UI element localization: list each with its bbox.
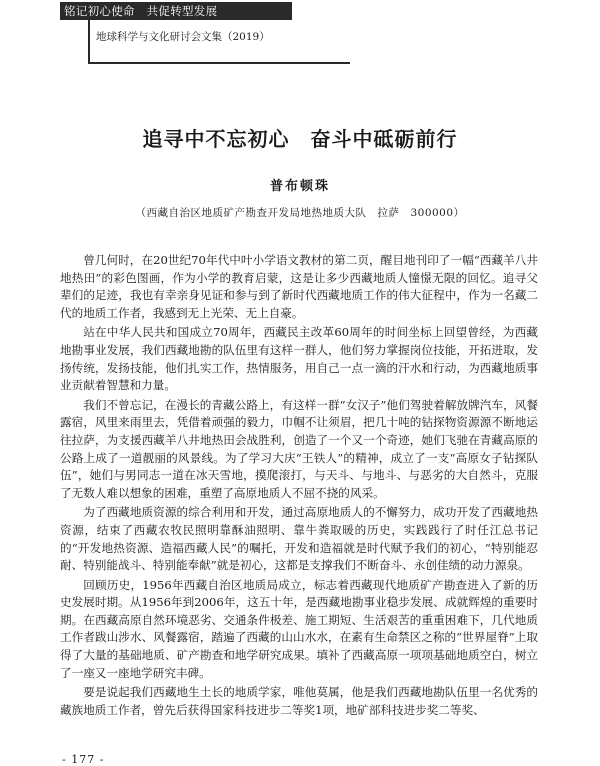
author-affiliation: （西藏自治区地质矿产勘查开发局地热地质大队 拉萨 300000） [135, 207, 465, 219]
paragraph: 为了西藏地质资源的综合利用和开发，通过高原地质人的不懈努力，成功开发了西藏地热资源，结束了西藏农牧民照明靠酥油照明、靠牛粪取暖的历史，实践践行了时任江总书记的“开发地热资源、造福西藏人民”的嘱托，开发和造福就是时代赋予我们的初心，“特别能忍耐、特别能战斗、特别能奉献”就是初心，这都是支撑我们不断奋斗、永创佳绩的动力源泉。 [60, 505, 538, 573]
article-body [60, 252, 538, 721]
article-author: 普布顿珠 [269, 179, 330, 194]
collection-title: 地球科学与文化研讨会文集（2019） [96, 31, 270, 43]
header-divider-horizontal [88, 62, 350, 64]
article-title: 追寻中不忘初心 奋斗中砥砺前行 [142, 127, 458, 151]
page-number: - 177 - [62, 753, 105, 766]
paragraph: 曾几何时，在20世纪70年代中叶小学语文教材的第二页，醒目地刊印了一幅“西藏羊八井地热田”的彩色图画，作为小学的教育启蒙，这是让多少西藏地质人憧憬无限的回忆。追寻父辈们的足迹，我也有幸亲身见证和参与到了新时代西藏地质工作的伟大征程中，作为一名藏二代的地质工作者，我感到无上光荣、无上自豪。 [60, 253, 538, 320]
paragraph: 我们不曾忘记，在漫长的青藏公路上，有这样一群“女汉子”他们驾驶着解放牌汽车，风餐露宿，风里来雨里去，凭借着顽强的毅力，巾帼不让须眉，把几十吨的钻探物资源源不断地运往拉萨，为支援西藏羊八井地热田会战胜利，创造了一个又一个奇迹，她们飞驰在青藏高原的公路上成了一道靓丽的风景线。为了学习大庆“王铁人”的精神，成立了一支“高原女子钻探队伍”，她们与男同志一道在冰天雪地，摸爬滚打，与天斗、与地斗、与恶劣的大自然斗，克服了无数人难以想象的困难，重塑了高原地质人不屈不挠的风采。 [60, 397, 538, 500]
paragraph: 回顾历史，1956年西藏自治区地质局成立，标志着西藏现代地质矿产勘查进入了新的历史发展时期。从1956年到2006年，这五十年，是西藏地勘事业稳步发展、成就辉煌的重要时期。在西藏高原自然环境恶劣、交通条件极差、施工期短、生活艰苦的重重困难下，几代地质工作者跋山涉水、风餐露宿，踏遍了西藏的山山水水，在素有生命禁区之称的“世界屋脊”上取得了大量的基础地质、矿产勘查和地学研究成果。填补了西藏高原一项项基础地质空白，树立了一座又一座地学研究丰碑。 [60, 577, 538, 680]
paragraph: 要是说起我们西藏地生土长的地质学家，唯他莫属，他是我们西藏地勘队伍里一名优秀的藏族地质工作者，曾先后获得国家科技进步二等奖1项，地矿部科技进步奖二等奖、 [60, 685, 538, 717]
running-header [60, 2, 360, 54]
paragraph: 站在中华人民共和国成立70周年，西藏民主改革60周年的时间坐标上回望曾经，为西藏地勘事业发展，我们西藏地勘的队伍里有这样一群人，他们努力掌握岗位技能，开拓进取，发扬传统，发扬技能，他们扎实工作，热情服务，用自己一点一滴的汗水和行动，为西藏地质事业贡献着智慧和力量。 [60, 325, 538, 393]
series-banner: 铭记初心使命 共促转型发展 [60, 2, 292, 20]
